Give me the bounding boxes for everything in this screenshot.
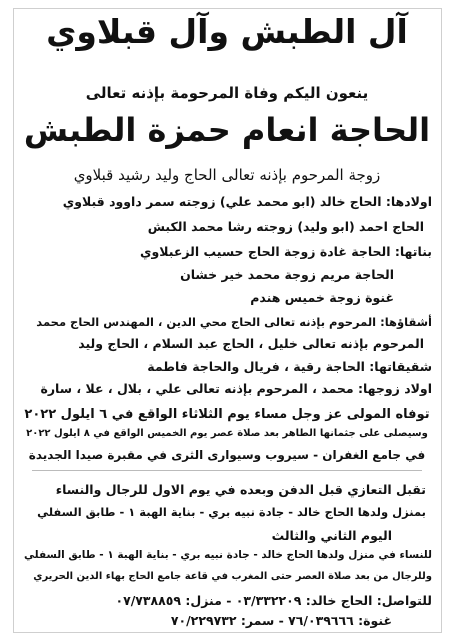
death-date-line: توفاه المولى عز وجل مساء يوم الثلاثاء الواقع في ٦ ايلول ٢٠٢٢ bbox=[24, 407, 430, 422]
relatives-line: اولاد زوجها: محمد ، المرحوم بإذنه تعالى علي ، بلال ، علا ، سارة bbox=[40, 381, 432, 396]
wife-of-line: زوجة المرحوم بإذنه تعالى الحاج وليد رشيد قبلاوي bbox=[73, 166, 381, 184]
condolence-line: وللرجال من بعد صلاة العصر حتى المغرب في قاعة جامع الحاج بهاء الدين الحريري bbox=[33, 571, 432, 582]
section-divider bbox=[32, 470, 422, 471]
announcement-line: ينعون اليكم وفاة المرحومة بإذنه تعالى bbox=[85, 84, 369, 102]
relatives-line: اولادها: الحاج خالد (ابو محمد علي) زوجته سمر داوود قبلاوي bbox=[62, 194, 432, 209]
relatives-line: شقيقاتها: الحاجة رقية ، فريال والحاجة فاطمة bbox=[147, 359, 432, 374]
relatives-line: غنوة زوجة خميس هندم bbox=[250, 290, 394, 305]
condolence-line: للنساء في منزل ولدها الحاج خالد - جادة نبيه بري - بناية الهبة ١ - طابق السفلي bbox=[24, 549, 432, 561]
relatives-line: أشقاؤها: المرحوم بإذنه تعالى الحاج محي الدين ، المهندس الحاج محمد bbox=[36, 315, 432, 329]
contact-line: للتواصل: الحاج خالد: ٠٣/٣٣٢٢٠٩ - منزل: ٠٧/٧٣٨٨٥٩ bbox=[115, 593, 432, 608]
relatives-line: بناتها: الحاجة غادة زوجة الحاج حسيب الزعبلاوي bbox=[140, 244, 432, 259]
deceased-name: الحاجة انعام حمزة الطبش bbox=[23, 111, 431, 149]
condolence-line: اليوم الثاني والثالث bbox=[271, 528, 392, 543]
funeral-prayer-line: وسيصلى على جثمانها الطاهر بعد صلاة عصر يوم الخميس الواقع في ٨ ايلول ٢٠٢٢ bbox=[26, 428, 428, 439]
relatives-line: الحاج احمد (ابو وليد) زوجته رشا محمد الكبش bbox=[147, 219, 424, 234]
condolence-line: تقبل التعازي قبل الدفن وبعده في يوم الاول للرجال والنساء bbox=[55, 482, 426, 497]
family-heading: آل الطبش وآل قبلاوي bbox=[46, 12, 408, 51]
relatives-line: المرحوم بإذنه تعالى خليل ، الحاج عبد السلام ، الحاج وليد bbox=[78, 336, 424, 351]
burial-place-line: في جامع الغفران - سيروب وسيوارى الثرى في مقبرة صيدا الجديدة bbox=[28, 448, 426, 462]
contact-line: غنوة: ٧٦/٠٣٩٦٦٦ - سمر: ٧٠/٢٢٩٧٣٢ bbox=[170, 613, 392, 628]
relatives-line: الحاجة مريم زوجة محمد خير خشان bbox=[180, 267, 394, 282]
condolence-line: بمنزل ولدها الحاج خالد - جادة نبيه بري - بناية الهبة ١ - طابق السفلي bbox=[37, 505, 426, 519]
